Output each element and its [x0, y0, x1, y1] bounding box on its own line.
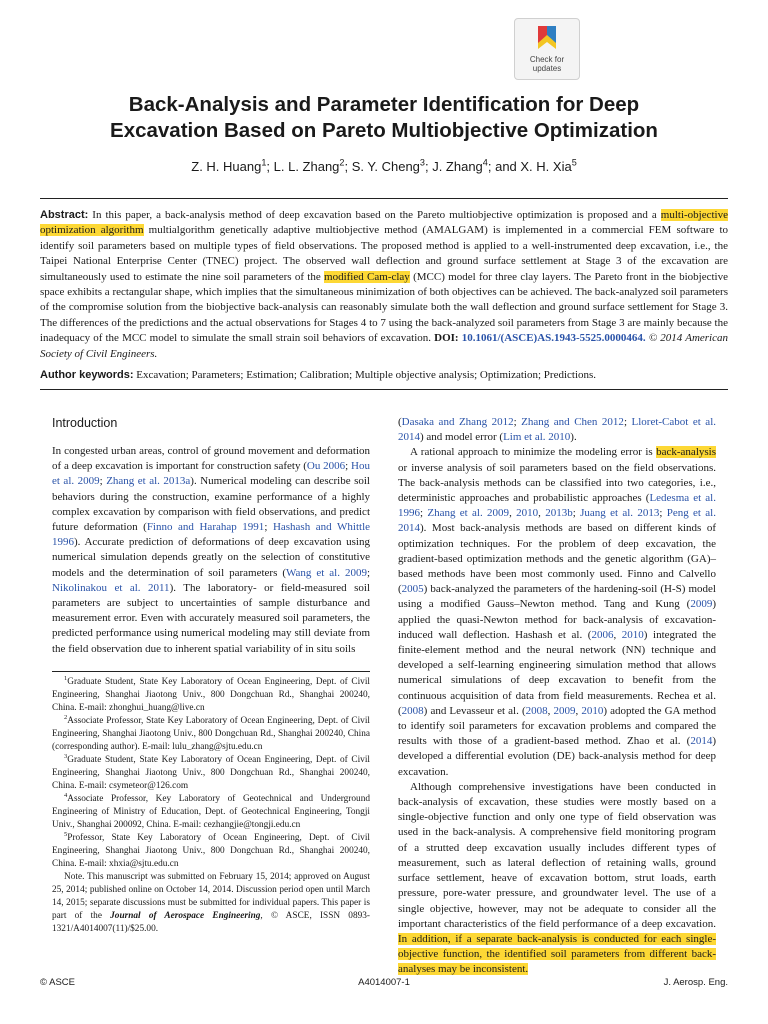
text-run: ).: [570, 431, 577, 444]
author-name: J. Zhang: [432, 159, 483, 174]
note-text: , © ASCE, ISSN 0893-1321/A4014007(11)/$25.00.: [52, 911, 370, 934]
citation-link[interactable]: Zhang et al. 2013a: [106, 475, 191, 488]
text-run: ;: [623, 416, 632, 428]
text-run: (: [398, 416, 402, 428]
author-affiliation-marker: 1: [261, 157, 267, 168]
text-run: ) back-analyzed the parameters of the hardening-soil (H-S) model using a modified Gauss–Newton method. Tang and Kung (: [398, 583, 716, 611]
footnote-text: Professor, State Key Laboratory of Ocean Engineering, Dept. of Civil Engineering, Shanghai Jiaotong Univ., 800 Dongchuan Rd., Shanghai 200240, China. E-mail: xhxia@sjtu.edu.cn: [52, 833, 370, 869]
keywords-text: Excavation; Parameters; Estimation; Calibration; Multiple objective analysis; Optimization; Predictions.: [133, 369, 597, 382]
text-run: ;: [513, 416, 522, 428]
footer-copyright: © ASCE: [40, 977, 75, 988]
text-run: ). The laboratory- or field-measured soil parameters are subject to uncertainties of sample disturbance and measurement error. Even with accurately measured soil parameters, the predicted performance using numerical modeling may still deviate from the field observation due to inherent spatial variability of in situ soils: [52, 581, 370, 655]
footnote-text: Graduate Student, State Key Laboratory of Ocean Engineering, Dept. of Civil Engineering, Shanghai Jiaotong Univ., 800 Dongchuan Rd., Shanghai 200240, China. E-mail: zhonghui_huang@live.cn: [52, 677, 370, 713]
note-text: Note. This manuscript was submitted on February 15, 2014; approved on August 25, 2014; published online on October 14, 2014. Discussion period open until March 14, 2015; separate discussions must be submitted for individual papers. This paper is part of the: [52, 872, 370, 921]
intro-paragraph-1: [52, 444, 370, 657]
author-affiliation-marker: 4: [482, 157, 488, 168]
author-name: Z. H. Huang: [191, 159, 262, 174]
manuscript-note: [52, 871, 370, 936]
text-run: ). Numerical modeling can describe soil behaviors during the construction, examine performance of a highly complex excavation by comparison with field observations, and predict future deformation (: [52, 475, 370, 534]
citation-link[interactable]: Dasaka and Zhang 2012: [401, 416, 514, 428]
citation-link[interactable]: Hou et al. 2009: [52, 460, 370, 488]
footnote-marker: 1: [64, 674, 68, 682]
author-separator: ;: [424, 159, 433, 174]
author-list: [40, 159, 728, 174]
highlighted-text: In addition, if a separate back-analysis is conducted for each single-objective function, the identified soil parameters from different back-analyses may be inconsistent.: [398, 932, 716, 976]
citation-link[interactable]: 2009: [690, 598, 713, 611]
citation-link[interactable]: Juang et al. 2013: [580, 507, 660, 520]
citation-link[interactable]: Peng et al. 2014: [398, 507, 716, 535]
text-run: or inverse analysis of soil parameters based on the field observations. The back-analysis methods can be classified into two categories, i.e., deterministic approaches and probabilistic approaches (: [398, 461, 716, 505]
title-line-2: Excavation Based on Pareto Multiobjective Optimization: [110, 119, 658, 142]
text-run: DOI:: [434, 332, 462, 345]
author-name: X. H. Xia: [520, 159, 572, 174]
text-run: ;: [99, 475, 107, 488]
text-run: In congested urban areas, control of ground movement and deformation of a deep excavation is important for construction safety (: [52, 445, 370, 473]
intro-paragraph-3: [398, 780, 716, 978]
text-run: ) integrated the finite-element method and the neural network (NN) technique and developed a self-learning engineering simulation method that allows numerical simulations of deep excavation to benefit from the continuous acquisition of data from field measurements. Rechea et al. (: [398, 628, 716, 717]
text-run: ,: [538, 507, 546, 520]
text-run: In this paper, a back-analysis method of deep excavation based on the Pareto multiobjective optimization is proposed and a: [88, 209, 661, 221]
citation-link[interactable]: Zhang et al. 2009: [427, 507, 510, 520]
right-column: [398, 415, 716, 978]
affiliation-footnote: [52, 676, 370, 715]
doi-link[interactable]: 10.1061/(ASCE)AS.1943-5525.0000464.: [461, 332, 646, 345]
citation-link[interactable]: 2013b: [545, 507, 573, 520]
text-run: ;: [572, 507, 581, 520]
badge-label-line2: updates: [532, 64, 562, 73]
affiliation-footnote: [52, 754, 370, 793]
text-run: ;: [264, 521, 273, 534]
footnote-marker: 4: [64, 791, 68, 799]
text-run: ,: [547, 704, 554, 717]
citation-link[interactable]: 2006: [591, 628, 614, 641]
footer-journal: J. Aerosp. Eng.: [663, 977, 728, 988]
footnote-marker: 5: [64, 830, 68, 838]
text-run: ,: [613, 628, 622, 641]
text-run: ;: [659, 507, 667, 520]
citation-link[interactable]: Lim et al. 2010: [503, 431, 571, 444]
highlighted-text: multi-objective optimization algorithm: [40, 209, 728, 237]
text-run: ,: [509, 507, 517, 520]
text-run: ) and Levasseur et al. (: [423, 704, 526, 717]
check-for-updates-badge[interactable]: [514, 18, 580, 80]
citation-link[interactable]: 2010: [581, 704, 604, 717]
citation-link[interactable]: 2010: [621, 628, 644, 641]
citation-link[interactable]: 2005: [401, 583, 424, 596]
citation-link[interactable]: Zhang and Chen 2012: [521, 416, 624, 428]
highlighted-text: back-analysis: [656, 446, 716, 459]
footnote-marker: 3: [64, 752, 68, 760]
intro-paragraph-2: [398, 445, 716, 779]
text-run: multialgorithm genetically adaptive multiobjective method (AMALGAM) is implemented in a commercial FEM software to identify soil parameters based on multiple types of field observations. The proposed method is applied to a well-instrumented deep excavation, i.e., the Taipei National Enterprise Center (TNEC) project. The observed wall deflection and ground surface settlement at Stage 3 of the excavation are simultaneously used to estimate the nine soil parameters of the: [40, 224, 729, 283]
text-run: ) and model error (: [420, 431, 504, 444]
abstract-text: [40, 208, 728, 362]
text-run: ) developed a differential evolution (DE) back-analysis method for deep excavation.: [398, 735, 716, 778]
author-name: L. L. Zhang: [273, 159, 340, 174]
affiliation-footnote: [52, 715, 370, 754]
author-keywords: [40, 368, 728, 383]
left-column: [52, 444, 370, 657]
citation-link[interactable]: 2009: [553, 704, 576, 717]
author-separator: ;: [266, 159, 274, 174]
author-name: S. Y. Cheng: [351, 159, 420, 174]
author-separator: ; and: [487, 159, 521, 174]
citation-link[interactable]: Nikolinakou et al. 2011: [52, 581, 170, 594]
citation-link[interactable]: 2008: [525, 704, 548, 717]
keywords-label: Author keywords:: [40, 369, 134, 382]
citation-link[interactable]: 2014: [690, 735, 713, 748]
highlighted-text: modified Cam-clay: [324, 270, 410, 283]
citation-link[interactable]: 2010: [516, 507, 539, 520]
text-run: ,: [575, 704, 582, 717]
footnotes: [52, 671, 370, 936]
text-run: Although comprehensive investigations have been conducted in back-analysis of excavation, these studies were mostly based on a single-objective function and only one type of field observation was used in the back-analysis. A comprehensive field monitoring program of a strutted deep excavation usually includes different types of measurement, such as lateral deflection of retaining walls, ground surface settlement, heave of excavation bottom, strut loads, earth pressure, pore-water pressure, and groundwater level. The use of a single objective, however, may not be adequate to consider all the important characteristics of the field performance of a deep excavation.: [398, 780, 716, 930]
text-run: (MCC) model for three clay layers. The Pareto front in the biobjective space exhibits a rectangular shape, which implies that the simultaneous minimization of both objectives can be achieved. The back-analyzed soil parameters of the compromise solution from the biobjective back-analysis can reasonably simulate both the wall deflection and ground surface settlement for Stage 3. The differences of the predictions and the actual observations for Stages 4 to 7 using the back-analyzed soil parameters from Stage 3 are mainly because the inadequacy of the MCC model to simulate the small strain soil behaviors of excavation.: [40, 270, 728, 345]
abstract-section: [40, 198, 728, 390]
affiliation-footnote: [52, 793, 370, 832]
footer-article-number: A4014007-1: [358, 977, 410, 988]
affiliation-footnote: [52, 832, 370, 871]
footnote-marker: 2: [64, 713, 68, 721]
title-line-1: Back-Analysis and Parameter Identification for Deep: [128, 93, 640, 116]
author-separator: ;: [344, 159, 352, 174]
author-affiliation-marker: 3: [419, 157, 425, 168]
citation-link[interactable]: Ledesma et al. 1996: [398, 492, 716, 520]
abstract-label: Abstract:: [40, 209, 89, 221]
text-run: ). Accurate prediction of deformations of deep excavation using numerical simulation depends greatly on the selection of constitutive models and the determination of soil parameters (: [52, 536, 370, 579]
text-run: ;: [420, 507, 428, 520]
intro-paragraph-1-continued: [398, 415, 716, 445]
paper-title: [40, 92, 728, 144]
text-run: A rational approach to minimize the modeling error is: [410, 446, 657, 459]
footnote-text: Graduate Student, State Key Laboratory of Ocean Engineering, Dept. of Civil Engineering, Shanghai Jiaotong Univ., 800 Dongchuan Rd., Shanghai 200240, China. E-mail: csymeteor@126.com: [52, 755, 370, 791]
badge-label-line1: Check for: [529, 55, 565, 64]
author-affiliation-marker: 5: [571, 157, 577, 168]
crossmark-icon: [532, 23, 562, 55]
footnote-text: Associate Professor, State Key Laboratory of Ocean Engineering, Dept. of Civil Engineering, Shanghai Jiaotong Univ., 800 Dongchuan Rd., Shanghai 200240, China (corresponding author). E-mail: lulu_zhang@sjtu.edu.cn: [52, 716, 370, 752]
citation-link[interactable]: Hashash and Whittle 1996: [52, 521, 371, 549]
citation-link[interactable]: Lloret-Cabot et al. 2014: [398, 416, 716, 444]
introduction-heading: Introduction: [52, 416, 118, 430]
text-run: ). Most back-analysis methods are based on different kinds of optimization techniques. For the problem of deep excavation, the gradient-based optimization methods and the genetic algorithm (GA)–based methods have been most commonly used. Finno and Calvello (: [398, 522, 716, 596]
author-affiliation-marker: 2: [339, 157, 345, 168]
journal-name: Journal of Aerospace Engineering: [110, 911, 261, 921]
text-run: ;: [366, 566, 371, 579]
footnote-text: Associate Professor, Key Laboratory of Geotechnical and Underground Engineering of Ministry of Education, Dept. of Geotechnical Engineering, Tongji Univ., Shanghai 200092, China. E-mail: cezhangjie@tongji.edu.cn: [52, 794, 370, 830]
text-run: © 2014 American Society of Civil Engineers.: [40, 332, 728, 360]
citation-link[interactable]: Wang et al. 2009: [286, 566, 367, 579]
citation-link[interactable]: Finno and Harahap 1991: [146, 521, 265, 534]
citation-link[interactable]: Ou 2006: [306, 460, 346, 473]
text-run: ) applied the quasi-Newton method for back-analysis of excavation-induced wall deflection. Hashash et al. (: [398, 598, 716, 641]
text-run: ;: [345, 460, 352, 473]
citation-link[interactable]: 2008: [401, 704, 424, 717]
text-run: ) adopted the GA method to identify soil parameters for excavation problems and compared the results with those of a gradient-based method. Zhao et al. (: [398, 704, 716, 748]
